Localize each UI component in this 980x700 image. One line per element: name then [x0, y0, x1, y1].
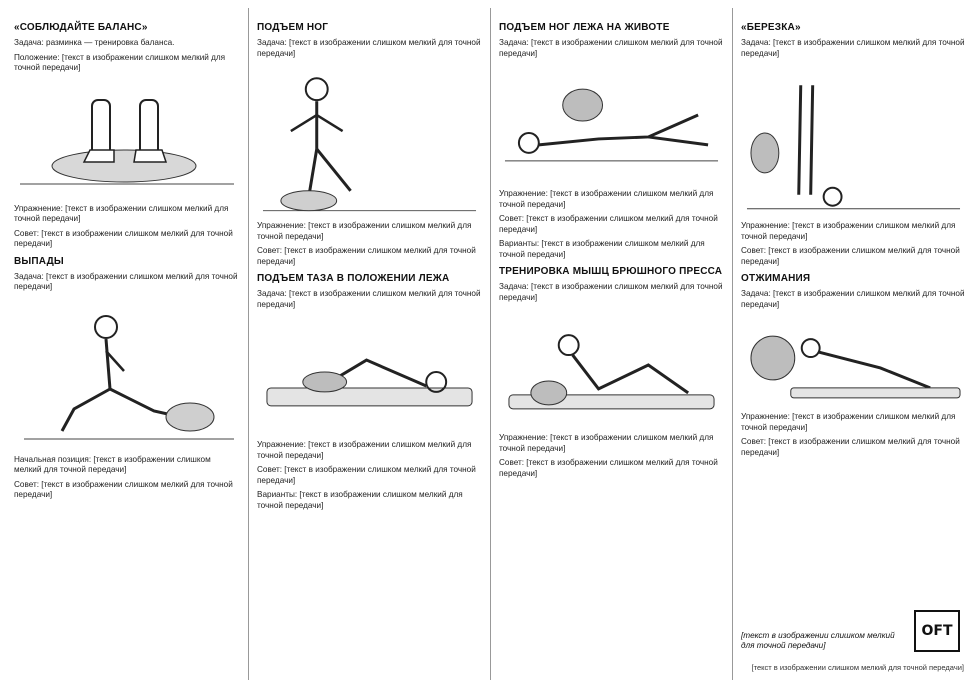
pushup-illustration	[741, 316, 966, 406]
section-text: Варианты: [текст в изображении слишком мелкий для точной передачи]	[499, 239, 705, 259]
section-text: Совет: [текст в изображении слишком мелкий для точной передачи]	[14, 479, 233, 499]
section-text: Совет: [текст в изображении слишком мелкий для точной передачи]	[499, 214, 718, 234]
column-1	[6, 8, 248, 680]
section-text: Задача: [текст в изображении слишком мелкий для точной передачи]	[499, 38, 723, 58]
section-text: Начальная позиция: [текст в изображении слишком мелкий для точной передачи]	[14, 454, 211, 474]
section-text: Задача: [текст в изображении слишком мелкий для точной передачи]	[14, 271, 238, 291]
section-text: Совет: [текст в изображении слишком мелкий для точной передачи]	[257, 465, 476, 485]
section-title: ВЫПАДЫ	[14, 255, 64, 267]
section-text: Задача: [текст в изображении слишком мелкий для точной передачи]	[741, 289, 965, 309]
section-title: «СОБЛЮДАЙТЕ БАЛАНС»	[14, 22, 148, 33]
lunge-illustration	[14, 299, 240, 449]
section-text: Задача: разминка — тренировка баланса.	[14, 38, 175, 47]
section-text: Упражнение: [текст в изображении слишком мелкий для точной передачи]	[741, 221, 956, 241]
section-text: Задача: [текст в изображении слишком мелкий для точной передачи]	[257, 38, 481, 58]
section-title: ПОДЪЕМ НОГ	[257, 22, 329, 33]
section-text: Задача: [текст в изображении слишком мелкий для точной передачи]	[499, 282, 723, 302]
shoulder-stand-illustration	[741, 65, 966, 215]
leg-raise-standing-illustration	[257, 65, 482, 215]
footer-note: [текст в изображении слишком мелкий для точной передачи]	[751, 663, 964, 672]
column-3	[490, 8, 732, 680]
logo-text: OFT	[921, 623, 953, 639]
pelvis-raise-illustration	[257, 316, 482, 434]
crunch-illustration	[499, 309, 724, 427]
section-title: ПОДЪЕМ ТАЗА В ПОЛОЖЕНИИ ЛЕЖА	[257, 273, 450, 284]
section-text: Положение: [текст в изображении слишком мелкий для точной передачи]	[14, 52, 226, 72]
section-title: ОТЖИМАНИЯ	[741, 273, 811, 284]
column-2	[248, 8, 490, 680]
section-text: Упражнение: [текст в изображении слишком мелкий для точной передачи]	[14, 203, 229, 223]
section-title: ТРЕНИРОВКА МЫШЦ БРЮШНОГО ПРЕССА	[499, 266, 723, 277]
contact-note: [текст в изображении слишком мелкий для точной передачи]	[741, 630, 895, 651]
exercise-sheet	[6, 8, 974, 680]
section-text: Совет: [текст в изображении слишком мелкий для точной передачи]	[14, 228, 233, 248]
section-text: Варианты: [текст в изображении слишком мелкий для точной передачи]	[257, 490, 463, 510]
prone-leg-raise-illustration	[499, 65, 724, 183]
column-4	[732, 8, 974, 680]
section-text: Упражнение: [текст в изображении слишком мелкий для точной передачи]	[499, 433, 714, 453]
section-text: Упражнение: [текст в изображении слишком мелкий для точной передачи]	[257, 221, 472, 241]
section-title: ПОДЪЕМ НОГ ЛЕЖА НА ЖИВОТЕ	[499, 22, 670, 33]
section-text: Совет: [текст в изображении слишком мелкий для точной передачи]	[741, 437, 960, 457]
section-title: «БЕРЕЗКА»	[741, 22, 801, 33]
section-text: Упражнение: [текст в изображении слишком мелкий для точной передачи]	[499, 189, 714, 209]
section-text: Задача: [текст в изображении слишком мелкий для точной передачи]	[257, 289, 481, 309]
balance-feet-illustration	[14, 80, 240, 198]
section-text: Задача: [текст в изображении слишком мелкий для точной передачи]	[741, 38, 965, 58]
section-text: Упражнение: [текст в изображении слишком мелкий для точной передачи]	[257, 440, 472, 460]
section-text: Совет: [текст в изображении слишком мелкий для точной передачи]	[257, 246, 476, 266]
section-text: Совет: [текст в изображении слишком мелкий для точной передачи]	[741, 246, 960, 266]
brand-logo	[914, 610, 960, 652]
section-text: Совет: [текст в изображении слишком мелкий для точной передачи]	[499, 458, 718, 478]
section-text: Упражнение: [текст в изображении слишком мелкий для точной передачи]	[741, 412, 956, 432]
